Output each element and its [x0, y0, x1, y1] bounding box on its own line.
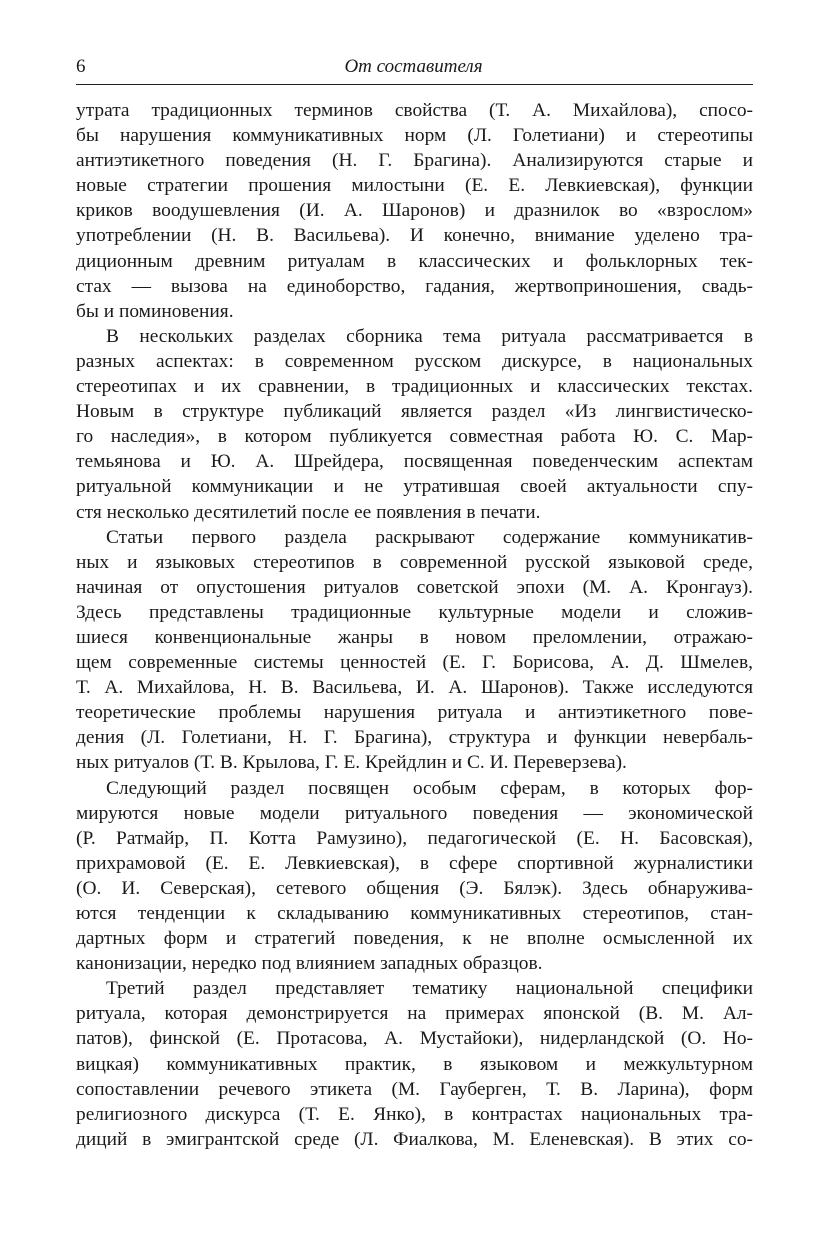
- paragraph-5: [76, 976, 753, 1152]
- text-line: шиеся конвенциональные жанры в новом преломлении, отражаю-: [76, 626, 753, 648]
- text-line: стя несколько десятилетий после ее появления в печати.: [76, 501, 541, 523]
- running-title: От составителя: [344, 56, 483, 77]
- text-line: диций в эмигрантской среде (Л. Фиалкова, М. Еленевская). В этих со-: [76, 1128, 753, 1150]
- text-line: патов), финской (Е. Протасова, А. Мустайоки), нидерландской (О. Но-: [76, 1028, 753, 1050]
- paragraph-2: [76, 324, 753, 525]
- text-line: (О. И. Северская), сетевого общения (Э. Бялэк). Здесь обнаружива-: [76, 877, 753, 899]
- text-line: стереотипах и их сравнении, в традиционных и классических текстах.: [76, 376, 753, 398]
- text-line: ритуальной коммуникации и не утратившая своей актуальности спу-: [76, 476, 753, 498]
- text-line: Новым в структуре публикаций является раздел «Из лингвистическо-: [76, 401, 753, 423]
- text-line: го наследия», в котором публикуется совместная работа Ю. С. Мар-: [76, 426, 753, 448]
- text-line: сопоставлении речевого этикета (М. Гауберген, Т. В. Ларина), форм: [76, 1078, 753, 1100]
- text-line: ных и языковых стереотипов в современной русской языковой среде,: [76, 551, 753, 573]
- text-line: В нескольких разделах сборника тема ритуала рассматривается в: [106, 325, 753, 347]
- text-line: мируются новые модели ритуального поведения — экономической: [76, 802, 753, 824]
- text-line: Следующий раздел посвящен особым сферам, в которых фор-: [106, 777, 753, 799]
- text-line: ритуала, которая демонстрируется на примерах японской (В. М. Ал-: [76, 1003, 753, 1025]
- text-line: диционным древним ритуалам в классических и фольклорных тек-: [76, 250, 753, 272]
- text-line: употреблении (Н. В. Васильева). И конечно, внимание уделено тра-: [76, 225, 753, 247]
- text-line: разных аспектах: в современном русском дискурсе, в национальных: [76, 350, 753, 372]
- text-line: канонизации, нередко под влиянием западных образцов.: [76, 953, 543, 975]
- text-line: стах — вызова на единоборство, гадания, жертвоприношения, свадь-: [76, 275, 753, 297]
- text-line: темьянова и Ю. А. Шрейдера, посвященная поведенческим аспектам: [76, 451, 753, 473]
- text-line: бы нарушения коммуникативных норм (Л. Голетиани) и стереотипы: [76, 125, 753, 147]
- text-line: утрата традиционных терминов свойства (Т. А. Михайлова), спосо-: [76, 100, 753, 121]
- text-line: Здесь представлены традиционные культурные модели и сложив-: [76, 601, 753, 623]
- paragraph-1: [76, 98, 753, 324]
- text-line: дартных форм и стратегий поведения, к не вполне осмысленной их: [76, 928, 753, 950]
- text-line: прихрамовой (Е. Е. Левкиевская), в сфере спортивной журналистики: [76, 852, 753, 874]
- text-line: Статьи первого раздела раскрывают содержание коммуникатив-: [106, 526, 753, 548]
- text-line: щем современные системы ценностей (Е. Г. Борисова, А. Д. Шмелев,: [76, 652, 753, 674]
- text-line: ются тенденции к складыванию коммуникативных стереотипов, стан-: [76, 903, 753, 924]
- page-number: 6: [76, 56, 86, 77]
- body-text: [76, 98, 753, 1152]
- text-line: криков воодушевления (И. А. Шаронов) и дразнилок во «взрослом»: [76, 200, 753, 222]
- text-line: дения (Л. Голетиани, Н. Г. Брагина), структура и функции невербаль-: [76, 727, 753, 749]
- text-line: (Р. Ратмайр, П. Котта Рамузино), педагогической (Е. Н. Басовская),: [76, 827, 753, 849]
- header-rule: [76, 84, 753, 85]
- text-line: Т. А. Михайлова, Н. В. Васильева, И. А. Шаронов). Также исследуются: [76, 677, 753, 699]
- text-line: религиозного дискурса (Т. Е. Янко), в контрастах национальных тра-: [76, 1103, 753, 1125]
- text-line: новые стратегии прошения милостыни (Е. Е. Левкиевская), функции: [76, 175, 753, 197]
- text-line: антиэтикетного поведения (Н. Г. Брагина). Анализируются старые и: [76, 150, 753, 172]
- text-line: бы и поминовения.: [76, 300, 234, 322]
- paragraph-4: [76, 776, 753, 977]
- text-line: ных ритуалов (Т. В. Крылова, Г. Е. Крейдлин и С. И. Переверзева).: [76, 752, 627, 774]
- text-line: вицкая) коммуникативных практик, в языковом и межкультурном: [76, 1053, 753, 1075]
- text-line: Третий раздел представляет тематику национальной специфики: [106, 978, 753, 1000]
- paragraph-3: [76, 525, 753, 776]
- text-line: теоретические проблемы нарушения ритуала и антиэтикетного пове-: [76, 702, 753, 724]
- text-line: начиная от опустошения ритуалов советской эпохи (М. А. Кронгауз).: [76, 576, 753, 598]
